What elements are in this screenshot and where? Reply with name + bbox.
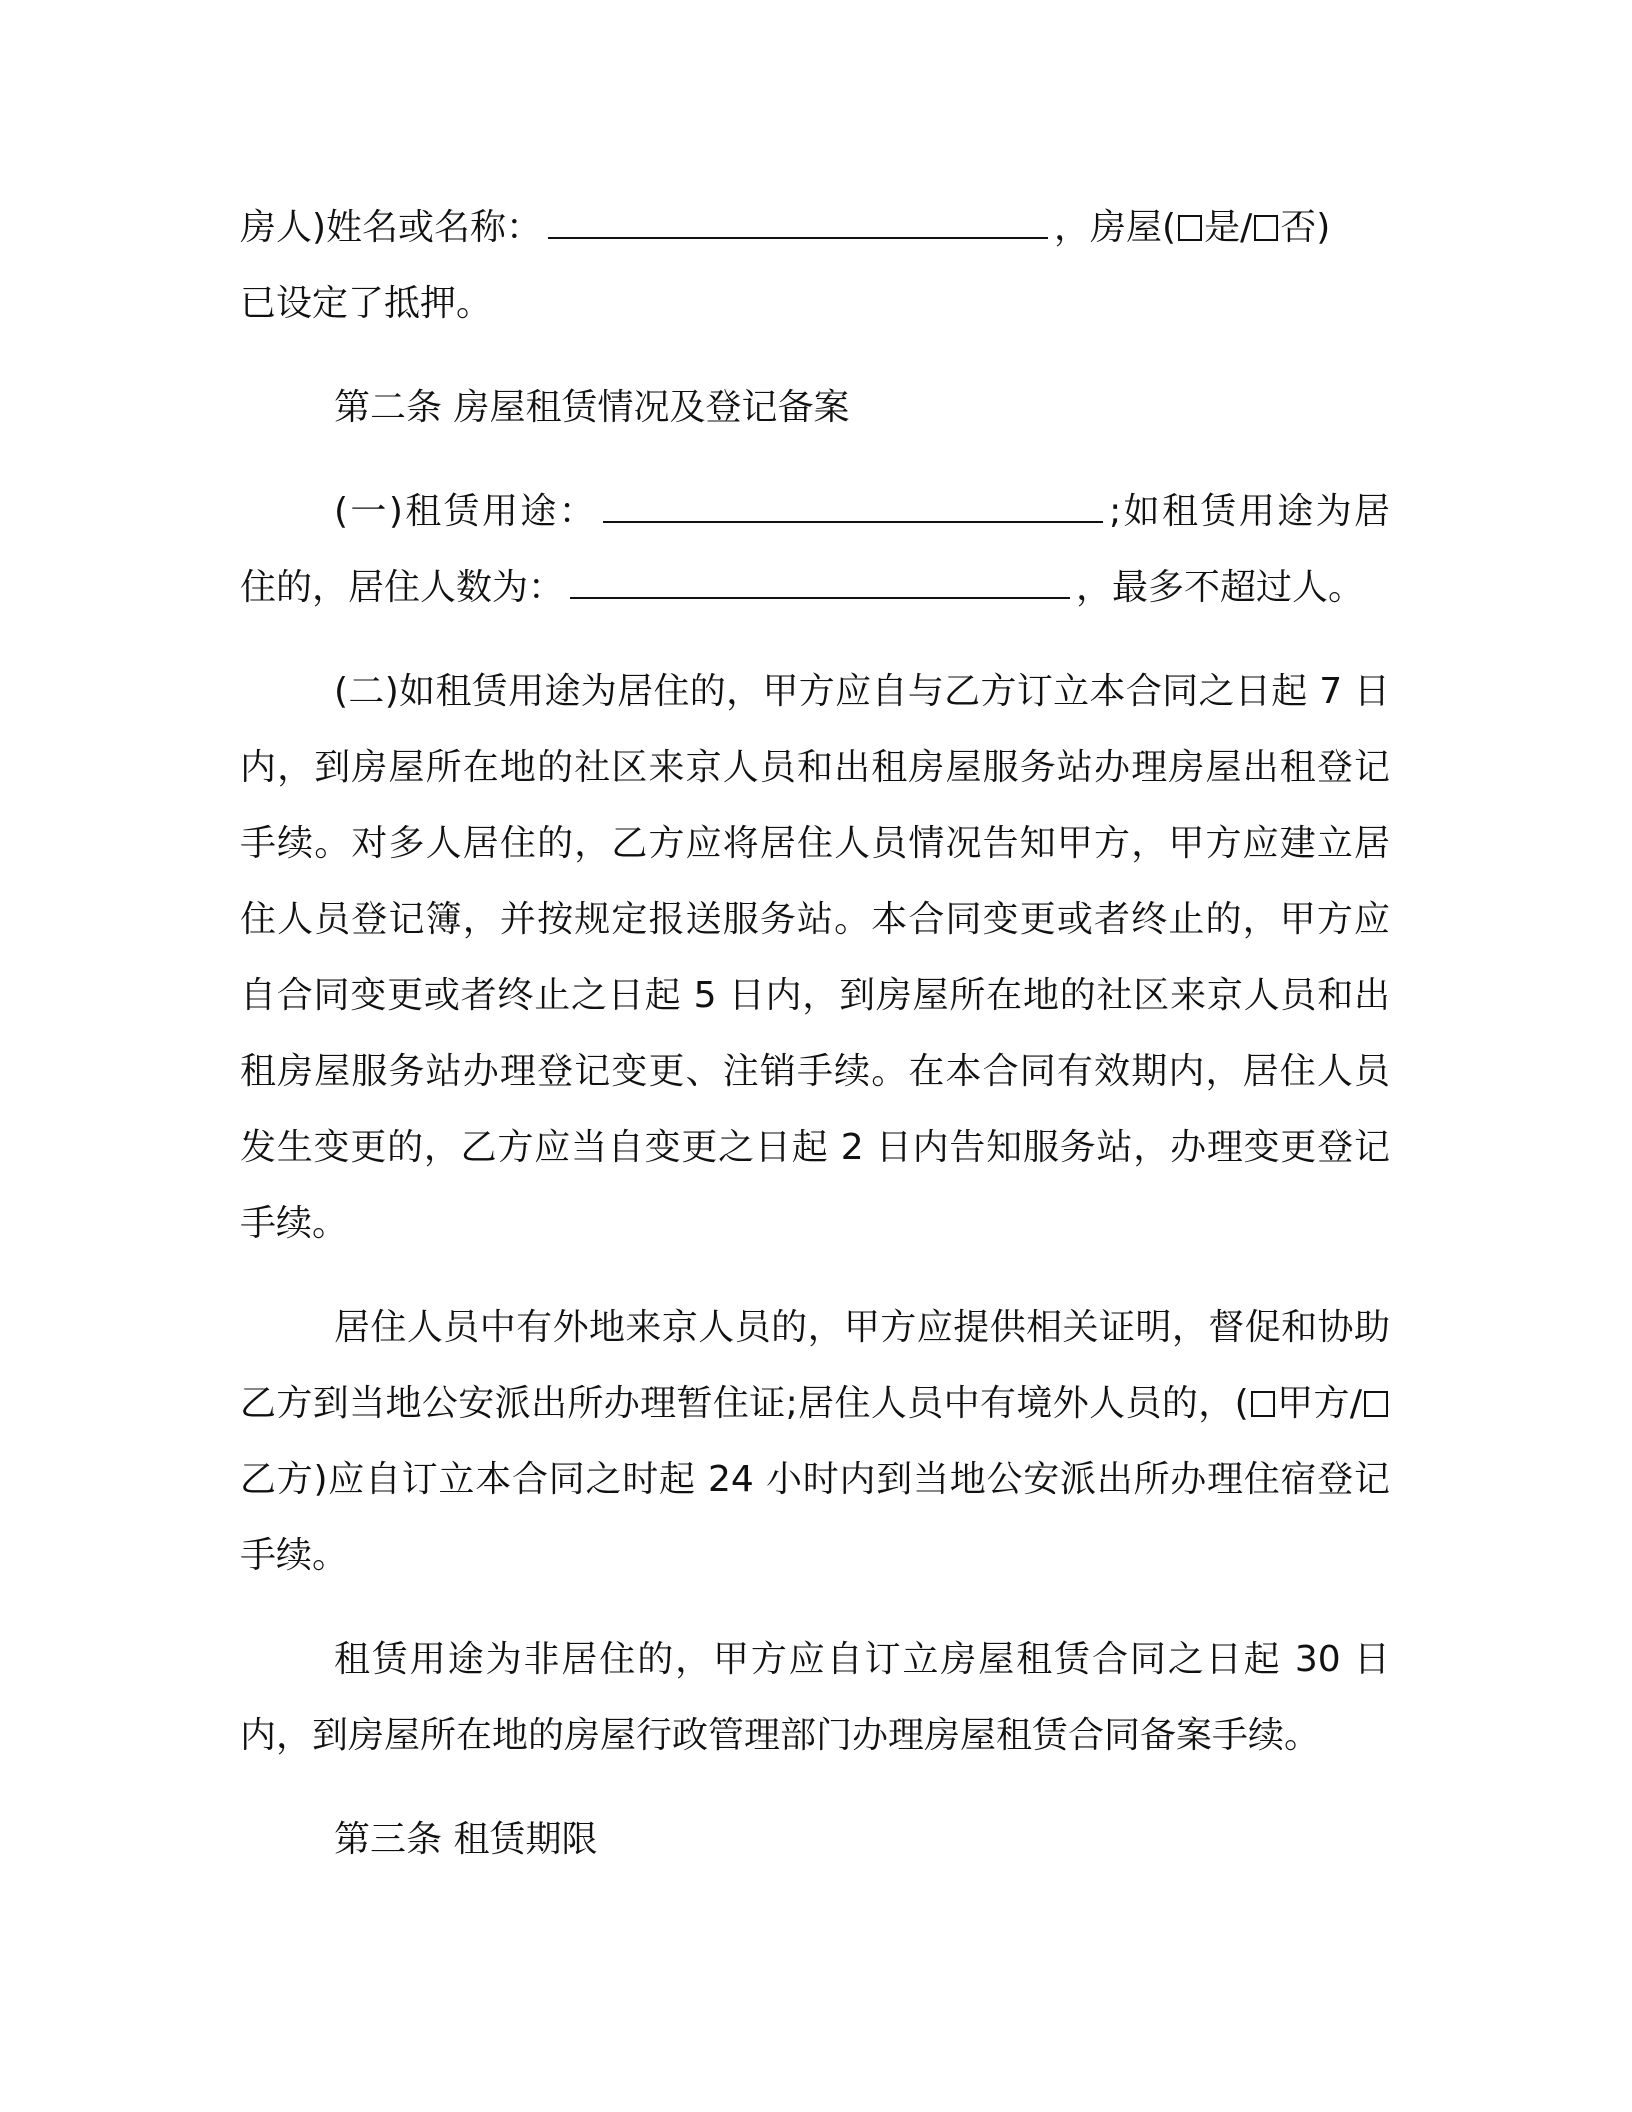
text-fragment: 房人)姓名或名称： [240, 207, 543, 248]
checkbox-icon [1178, 215, 1202, 241]
text-fragment: ，房屋( [1054, 207, 1177, 248]
text-fragment: 否) [1280, 207, 1331, 248]
fill-in-blank [570, 561, 1070, 599]
text-fragment: 甲方/ [1276, 1383, 1362, 1424]
paragraph-lease-purpose [240, 474, 1390, 626]
section-heading-article-2: 第二条 房屋租赁情况及登记备案 [334, 387, 850, 428]
document-body [240, 190, 1390, 1906]
text-fragment: 是/ [1204, 207, 1253, 248]
checkbox-icon [1254, 215, 1278, 241]
checkbox-icon [1251, 1391, 1275, 1417]
text-fragment: 居住人员中有外地来京人员的，甲方应提供相关证明，督促和协助乙方到当地公安派出所办理暂住证;居住人员中有境外人员的，( [240, 1307, 1390, 1424]
fill-in-blank [548, 201, 1048, 239]
section-heading-article-3: 第三条 租赁期限 [334, 1819, 598, 1860]
text-fragment: 乙方)应自订立本合同之时起 24 小时内到当地公安派出所办理住宿登记手续。 [240, 1459, 1390, 1576]
paragraph-nonlocal-residents [240, 1290, 1390, 1594]
text-fragment: (一)租赁用途： [334, 491, 598, 532]
paragraph-registration: (二)如租赁用途为居住的，甲方应自与乙方订立本合同之日起 7 日内，到房屋所在地的社区来京人员和出租房屋服务站办理房屋出租登记手续。对多人居住的，乙方应将居住人员情况告知甲方，甲方应建立居住人员登记簿，并按规定报送服务站。本合同变更或者终止的，甲方应自合同变更或者终止之日起 5 日内，到房屋所在地的社区来京人员和出租房屋服务站办理登记变更、注销手续。在本合同有效期内，居住人员发生变更的，乙方应当自变更之日起 2 日内告知服务站，办理变更登记手续。 [240, 671, 1390, 1244]
paragraph-non-residential: 租赁用途为非居住的，甲方应自订立房屋租赁合同之日起 30 日内，到房屋所在地的房屋行政管理部门办理房屋租赁合同备案手续。 [240, 1639, 1390, 1756]
text-fragment: 已设定了抵押。 [240, 283, 493, 324]
text-fragment: ;如租赁用途为居住的，居住人数为： [240, 491, 1390, 608]
checkbox-icon [1364, 1391, 1388, 1417]
paragraph-mortgage [240, 190, 1390, 342]
text-fragment: ，最多不超过人。 [1076, 567, 1365, 608]
fill-in-blank [603, 485, 1103, 523]
